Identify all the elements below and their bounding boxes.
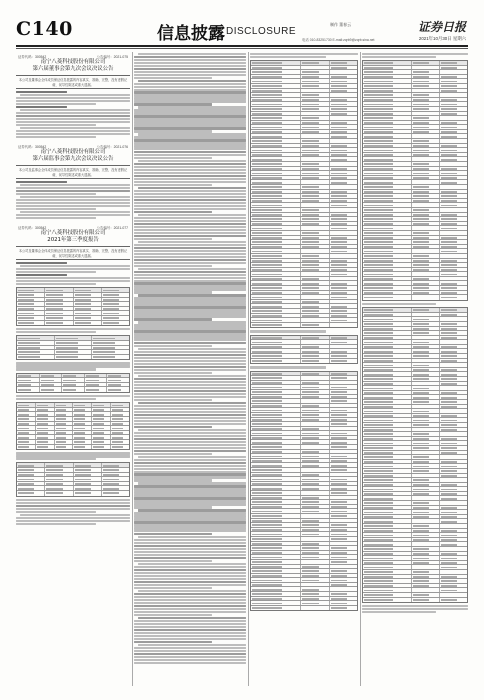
text-line	[138, 53, 246, 55]
text-line	[134, 306, 246, 308]
text-line	[134, 530, 246, 532]
column-divider	[360, 52, 361, 686]
text-line	[134, 235, 246, 237]
text-line	[362, 611, 436, 613]
notice-title: 第六届监事会第九次会议决议公告	[32, 156, 114, 163]
text-line	[134, 387, 246, 389]
text-line	[134, 476, 246, 478]
text-line	[134, 497, 246, 499]
text-line	[134, 450, 246, 452]
text-line	[134, 77, 212, 79]
financial-table	[362, 307, 468, 603]
text-line	[134, 163, 246, 165]
text-line	[134, 653, 246, 655]
text-line	[134, 411, 246, 413]
text-line	[134, 83, 246, 85]
text-line	[134, 262, 246, 264]
text-line	[134, 223, 246, 225]
text-line	[134, 59, 246, 61]
text-line	[134, 515, 246, 517]
text-line	[134, 423, 246, 425]
text-line	[134, 471, 246, 473]
text-line	[134, 339, 246, 341]
text-line	[134, 56, 246, 58]
notice-body	[16, 91, 130, 138]
page-number: C140	[16, 18, 73, 40]
text-line	[134, 459, 246, 461]
financial-table	[16, 287, 130, 326]
text-line	[134, 390, 246, 392]
financial-table	[362, 60, 468, 301]
text-line	[134, 139, 246, 141]
text-line	[134, 354, 246, 356]
text-line	[134, 136, 246, 138]
text-line	[134, 566, 246, 568]
contact-meta: 电话 010-83251730 E-mail:zqrb9@zqrb.sina.net	[302, 38, 375, 42]
text-line	[134, 479, 212, 481]
text-line	[134, 512, 246, 514]
text-line	[134, 659, 246, 661]
text-line	[134, 491, 246, 493]
text-line	[134, 393, 246, 395]
text-line	[134, 656, 246, 658]
stock-code: 证券代码：300542	[18, 145, 47, 150]
text-line	[134, 265, 212, 267]
text-line	[134, 650, 246, 652]
text-line	[134, 226, 246, 228]
text-line	[138, 214, 246, 216]
text-line	[134, 121, 246, 123]
text-line	[134, 256, 246, 258]
text-line	[138, 268, 246, 270]
text-line	[134, 465, 246, 467]
text-line	[134, 229, 246, 231]
company-name: 南宁八菱科技股份有限公司	[40, 230, 106, 237]
text-line	[138, 133, 246, 135]
text-line	[134, 193, 246, 195]
text-line	[362, 53, 468, 55]
text-line	[134, 432, 246, 434]
text-line	[134, 274, 246, 276]
text-line	[134, 351, 246, 353]
text-line	[134, 551, 246, 553]
text-line	[134, 521, 246, 523]
text-line	[134, 181, 246, 183]
text-line	[134, 408, 246, 410]
text-line	[134, 244, 246, 246]
text-line	[134, 500, 246, 502]
text-line	[134, 232, 246, 234]
text-line	[134, 539, 246, 541]
text-line	[134, 629, 246, 631]
text-line	[134, 318, 212, 320]
text-line	[134, 557, 246, 559]
text-line	[134, 127, 246, 129]
notice-header	[16, 225, 130, 260]
text-line	[134, 297, 246, 299]
column-2	[134, 52, 246, 686]
text-line	[134, 623, 246, 625]
text-line	[134, 560, 212, 562]
text-line	[134, 468, 246, 470]
text-line	[134, 282, 246, 284]
text-line	[134, 62, 246, 64]
text-line	[134, 154, 246, 156]
text-line	[134, 342, 246, 344]
text-line	[134, 175, 246, 177]
text-line	[134, 118, 246, 120]
text-line	[134, 662, 246, 664]
text-line	[134, 74, 246, 76]
financial-table	[250, 371, 358, 612]
text-line	[134, 396, 246, 398]
text-line	[134, 148, 246, 150]
text-line	[134, 285, 246, 287]
text-line	[134, 524, 246, 526]
text-line	[134, 100, 246, 102]
text-line	[134, 378, 246, 380]
text-line	[134, 632, 246, 634]
text-line	[134, 65, 246, 67]
text-line	[250, 366, 326, 368]
text-line	[362, 303, 436, 305]
text-line	[134, 533, 212, 535]
text-line	[134, 503, 246, 505]
text-line	[134, 112, 246, 114]
text-line	[134, 277, 246, 279]
header-rule	[16, 45, 468, 47]
text-line	[134, 345, 212, 347]
text-line	[134, 336, 246, 338]
text-line	[134, 438, 246, 440]
text-line	[134, 330, 246, 332]
notice-body	[16, 181, 130, 219]
text-line	[134, 94, 246, 96]
text-line	[134, 614, 212, 616]
text-line	[134, 602, 246, 604]
text-line	[134, 384, 246, 386]
text-line	[134, 605, 246, 607]
text-line	[134, 190, 246, 192]
text-line	[134, 247, 246, 249]
text-line	[134, 611, 246, 613]
text-line	[134, 584, 246, 586]
text-line	[138, 456, 246, 458]
text-line	[138, 375, 246, 377]
text-line	[134, 366, 246, 368]
column-divider	[132, 52, 133, 686]
text-line	[138, 187, 246, 189]
text-line	[134, 211, 212, 213]
text-line	[134, 151, 246, 153]
text-line	[134, 315, 246, 317]
text-line	[134, 71, 246, 73]
text-line	[134, 115, 246, 117]
text-line	[134, 381, 246, 383]
text-line	[134, 360, 246, 362]
text-line	[138, 160, 246, 162]
text-line	[134, 417, 246, 419]
text-line	[134, 238, 212, 240]
notice-number: 公告编号：2021-075	[96, 55, 128, 59]
text-line	[134, 184, 212, 186]
text-line	[134, 572, 246, 574]
text-line	[134, 145, 246, 147]
text-line	[134, 220, 246, 222]
text-line	[134, 202, 246, 204]
text-line	[134, 399, 212, 401]
text-line	[134, 89, 246, 91]
financial-table	[250, 335, 358, 365]
text-line	[134, 426, 212, 428]
text-line	[250, 53, 358, 55]
section-title-en: DISCLOSURE	[226, 26, 297, 37]
text-line	[134, 414, 246, 416]
text-line	[134, 259, 246, 261]
column-divider	[248, 52, 249, 686]
text-line	[134, 485, 246, 487]
text-line	[134, 494, 246, 496]
text-line	[138, 106, 246, 108]
column-4	[362, 52, 468, 686]
text-line	[362, 605, 468, 607]
text-line	[134, 178, 246, 180]
text-line	[134, 405, 246, 407]
text-line	[134, 599, 246, 601]
company-name: 南宁八菱科技股份有限公司	[40, 149, 106, 156]
shareholder-table	[16, 402, 130, 450]
text-line	[134, 647, 246, 649]
text-line	[134, 441, 246, 443]
notice-title: 第六届董事会第九次会议决议公告	[32, 66, 114, 72]
text-line	[134, 581, 246, 583]
stock-code: 证券代码：300542	[18, 226, 47, 231]
text-line	[134, 196, 246, 198]
text-line	[134, 593, 246, 595]
notice-title: 2021年第三季度报告	[47, 237, 99, 244]
text-line	[134, 169, 246, 171]
text-line	[138, 563, 246, 565]
notice-disclaimer: 本公司及董事会全体成员保证信息披露的内容真实、准确、完整，没有虚假记载、误导性陈述或重大遗漏。	[16, 75, 130, 89]
text-line	[362, 56, 436, 58]
text-line	[134, 103, 212, 105]
text-line	[134, 462, 246, 464]
column-3	[250, 52, 358, 686]
text-line	[134, 518, 246, 520]
text-line	[134, 587, 212, 589]
notice-header	[16, 54, 130, 89]
text-line	[134, 608, 246, 610]
text-line	[138, 509, 246, 511]
text-line	[138, 241, 246, 243]
financial-table	[250, 60, 358, 328]
text-line	[134, 68, 246, 70]
notice-number: 公告编号：2021-077	[96, 226, 128, 231]
text-line	[134, 130, 212, 132]
notice-disclaimer: 本公司及董事会全体成员保证信息披露的内容真实、准确、完整，没有虚假记载、误导性陈述或重大遗漏。	[16, 246, 130, 260]
text-line	[134, 447, 246, 449]
text-line	[134, 363, 246, 365]
text-line	[134, 357, 246, 359]
text-line	[138, 617, 246, 619]
text-line	[134, 250, 246, 252]
text-line	[134, 217, 246, 219]
stock-code: 证券代码：300542	[18, 55, 47, 59]
text-line	[134, 280, 246, 282]
text-line	[134, 578, 246, 580]
text-line	[362, 608, 468, 610]
text-line	[134, 372, 212, 374]
notice-number: 公告编号：2021-076	[96, 145, 128, 150]
text-line	[138, 321, 246, 323]
header-rule-thin	[16, 48, 468, 49]
text-line	[134, 569, 246, 571]
notice-body	[16, 262, 130, 285]
financial-table	[16, 462, 130, 496]
text-line	[138, 482, 246, 484]
text-line	[134, 420, 246, 422]
section-title: 信息披露	[157, 24, 225, 44]
text-line	[134, 453, 212, 455]
text-line	[134, 369, 246, 371]
text-line	[134, 545, 246, 547]
editors-credit: 制作 董春云	[330, 22, 352, 27]
text-line	[134, 527, 246, 529]
text-line	[250, 330, 326, 332]
text-line	[138, 294, 246, 296]
text-line	[134, 506, 212, 508]
text-line	[134, 575, 246, 577]
notice-disclaimer: 本公司及监事会全体成员保证信息披露的内容真实、准确、完整，没有虚假记载、误导性陈述或重大遗漏。	[16, 165, 130, 179]
notice-header	[16, 144, 130, 179]
column-1	[16, 52, 130, 686]
text-line	[134, 291, 212, 293]
text-line	[250, 56, 326, 58]
text-line	[134, 91, 246, 93]
text-line	[138, 402, 246, 404]
text-line	[134, 473, 246, 475]
text-line	[134, 253, 246, 255]
financial-table	[16, 335, 130, 360]
text-line	[134, 435, 246, 437]
text-line	[134, 288, 246, 290]
text-line	[134, 309, 246, 311]
text-line	[134, 641, 212, 643]
text-line	[134, 554, 246, 556]
text-line	[134, 620, 246, 622]
text-line	[134, 488, 246, 490]
text-line	[134, 324, 246, 326]
company-name: 南宁八菱科技股份有限公司	[40, 59, 106, 65]
text-line	[134, 300, 246, 302]
text-line	[134, 157, 212, 159]
text-line	[138, 429, 246, 431]
text-line	[134, 626, 246, 628]
text-line	[134, 327, 246, 329]
text-line	[138, 348, 246, 350]
text-line	[134, 205, 246, 207]
text-line	[138, 644, 246, 646]
text-line	[134, 208, 246, 210]
text-line	[138, 590, 246, 592]
masthead-logo: 证券日报	[417, 20, 466, 34]
text-line	[138, 536, 246, 538]
text-line	[134, 333, 246, 335]
financial-table	[16, 373, 130, 393]
text-line	[134, 303, 246, 305]
text-line	[134, 97, 246, 99]
text-line	[138, 80, 246, 82]
text-line	[134, 444, 246, 446]
text-line	[134, 548, 246, 550]
text-line	[134, 638, 246, 640]
text-line	[134, 271, 246, 273]
text-line	[134, 142, 246, 144]
text-line	[134, 635, 246, 637]
text-line	[134, 124, 246, 126]
text-line	[134, 596, 246, 598]
text-line	[134, 542, 246, 544]
page-header	[16, 18, 468, 44]
text-line	[134, 312, 246, 314]
issue-date: 2021年10月30日 星期六	[418, 36, 466, 41]
text-line	[134, 199, 246, 201]
text-line	[134, 109, 246, 111]
text-line	[134, 172, 246, 174]
text-line	[134, 166, 246, 168]
text-line	[134, 86, 246, 88]
